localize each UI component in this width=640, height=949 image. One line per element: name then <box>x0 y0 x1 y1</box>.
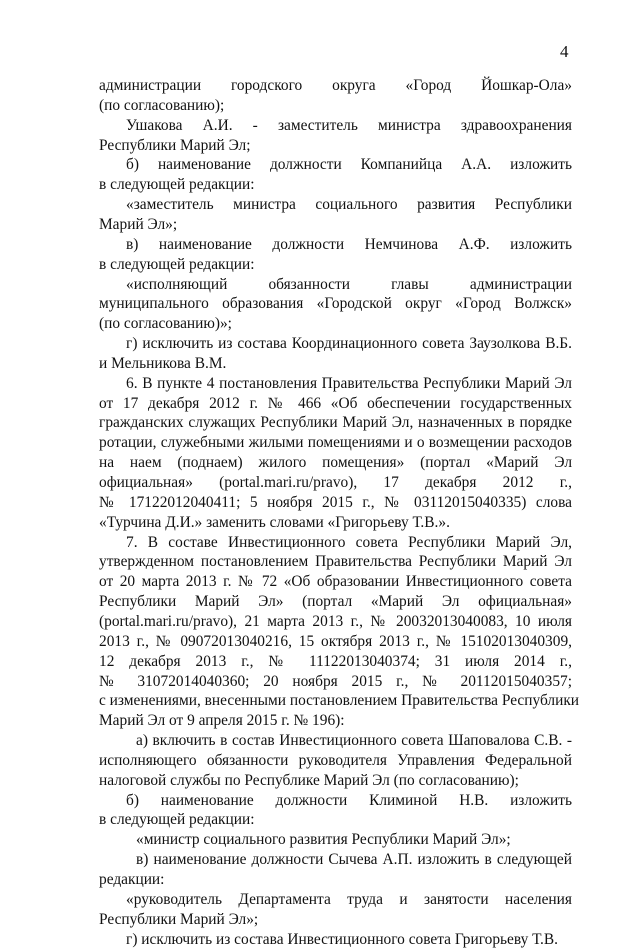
text-line: ротации, служебными жилыми помещениями и о возмещении расходов <box>99 434 572 452</box>
text-line: от 17 декабря 2012 г. № 466 «Об обеспечении государственных <box>99 394 572 412</box>
text-line: (portal.mari.ru/pravo), 21 марта 2013 г., № 20032013040083, 10 июля <box>99 612 572 630</box>
text-line: в следующей редакции: <box>99 255 255 273</box>
text-line: г) исключить из состава Координационного совета Заузолкова В.Б. <box>126 335 572 353</box>
text-line: Ушакова А.И. - заместитель министра здравоохранения <box>126 116 572 134</box>
text-line: в) наименование должности Сычева А.П. изложить в следующей <box>136 851 572 869</box>
text-line: муниципального образования «Городской округ «Город Волжск» <box>99 295 572 313</box>
text-line: 7. В составе Инвестиционного совета Республики Марий Эл, <box>126 533 572 551</box>
text-line: «заместитель министра социального развития Республики <box>126 196 572 214</box>
text-line: г) исключить из состава Инвестиционного совета Григорьеву Т.В. <box>126 930 558 948</box>
text-line: «Турчина Д.И.» заменить словами «Григорьеву Т.В.». <box>99 513 450 531</box>
text-line: в следующей редакции: <box>99 176 255 194</box>
page-number: 4 <box>560 42 569 61</box>
text-line: № 17122012040411; 5 ноября 2015 г., № 03112015040335) слова <box>99 493 572 511</box>
text-line: исполняющего обязанности руководителя Управления Федеральной <box>99 751 572 769</box>
text-line: Республики Марий Эл»; <box>99 910 259 928</box>
text-line: Республики Марий Эл» (портал «Марий Эл официальная» <box>99 593 572 611</box>
text-line: с изменениями, внесенными постановлением Правительства Республики <box>99 692 580 710</box>
text-line: (по согласованию); <box>99 96 225 114</box>
text-line: Республики Марий Эл; <box>99 136 251 154</box>
text-line: 6. В пункте 4 постановления Правительства Республики Марий Эл <box>126 374 572 392</box>
text-line: «руководитель Департамента труда и занятости населения <box>126 890 572 908</box>
text-line: Марий Эл от 9 апреля 2015 г. № 196): <box>99 712 345 730</box>
text-line: утвержденном постановлением Правительства Республики Марий Эл <box>99 553 572 571</box>
text-line: на наем (поднаем) жилого помещения» (портал «Марий Эл <box>99 454 572 472</box>
text-line: официальная» (portal.mari.ru/pravo), 17 декабря 2012 г., <box>99 474 572 491</box>
text-line: а) включить в состав Инвестиционного совета Шаповалова С.В. - <box>136 732 572 750</box>
text-line: «исполняющий обязанности главы администрации <box>126 275 572 293</box>
text-line: б) наименование должности Компанийца А.А. изложить <box>126 156 572 174</box>
text-line: Марий Эл»; <box>99 215 178 233</box>
text-line: в следующей редакции: <box>99 811 255 829</box>
text-line: 2013 г., № 09072013040216, 15 октября 2013 г., № 15102013040309, <box>99 632 572 650</box>
text-line: гражданских служащих Республики Марий Эл, назначенных в порядке <box>99 414 572 432</box>
text-line: от 20 марта 2013 г. № 72 «Об образовании Инвестиционного совета <box>99 573 572 591</box>
text-line: администрации городского округа «Город Йошкар-Ола» <box>99 77 572 94</box>
text-line: б) наименование должности Климиной Н.В. изложить <box>126 791 572 809</box>
text-line: № 31072014040360; 20 ноября 2015 г., № 20112015040357; <box>99 672 572 690</box>
text-line: «министр социального развития Республики Марий Эл»; <box>136 831 511 849</box>
text-line: налоговой службы по Республике Марий Эл (по согласованию); <box>99 771 519 789</box>
text-line: и Мельникова В.М. <box>99 354 227 372</box>
text-line: в) наименование должности Немчинова А.Ф. изложить <box>126 235 572 253</box>
text-line: 12 декабря 2013 г., № 11122013040374; 31 июля 2014 г., <box>99 652 572 670</box>
text-line: редакции: <box>99 871 165 888</box>
text-line: (по согласованию)»; <box>99 315 232 333</box>
